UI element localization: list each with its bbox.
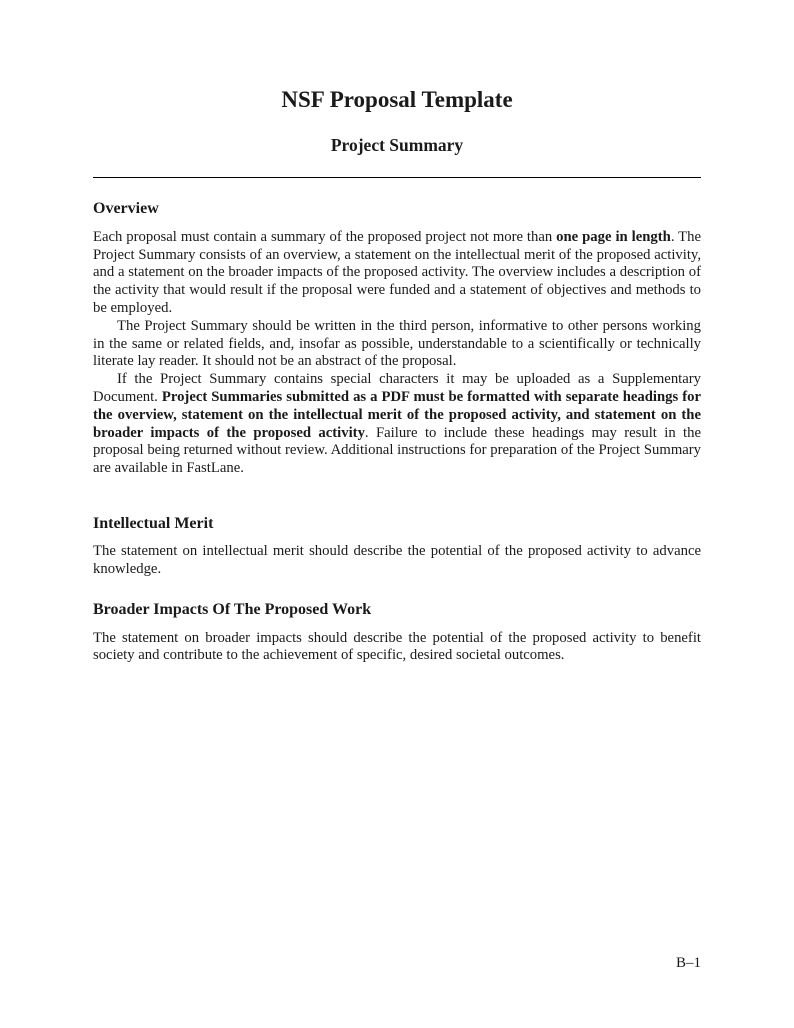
paragraph <box>93 229 701 318</box>
section-heading: Intellectual Merit <box>93 514 214 532</box>
document-content <box>93 0 701 665</box>
paragraph <box>93 371 701 478</box>
paragraph <box>93 318 701 371</box>
text-run: . Failure to include these headings may result in the proposal being returned without review. Additional instructions for preparation of the Project Summary are available in FastLane. <box>93 424 701 477</box>
paragraph <box>93 543 701 579</box>
page-number: B–1 <box>675 955 701 971</box>
section-heading: Overview <box>93 200 159 218</box>
header-rule <box>93 177 701 179</box>
paragraph <box>93 630 701 666</box>
text-run: Each proposal must contain a summary of the proposed project not more than <box>93 228 557 245</box>
section-body <box>93 630 701 666</box>
section-body <box>93 229 701 478</box>
document-section <box>93 601 701 665</box>
document-section <box>93 515 701 579</box>
section-body <box>93 543 701 579</box>
text-run: If the Project Summary contains special characters it may be uploaded as a Supplementary Document. <box>93 371 701 405</box>
text-run: The statement on broader impacts should describe the potential of the proposed activity to benefit society and contribute to the achievement of specific, desired societal outcomes. <box>93 629 701 664</box>
section-heading: Broader Impacts Of The Proposed Work <box>93 601 372 619</box>
text-run: The Project Summary should be written in the third person, informative to other persons working in the same or related fields, and, insofar as possible, understandable to a scientifically or technically literate lay reader. It should not be an abstract of the proposal. <box>93 317 701 370</box>
sections <box>93 200 701 665</box>
bold-text-run: Project Summaries submitted as a PDF must be formatted with separate headings for the overview, statement on the intellectual merit of the proposed activity, and statement on the broader impacts of the proposed activity <box>93 388 701 441</box>
document-section <box>93 200 701 478</box>
document-subtitle: Project Summary <box>330 135 464 156</box>
text-run: . The Project Summary consists of an overview, a statement on the intellectual merit of the proposed activity, and a statement on the broader impacts of the proposed activity. The overview includes a description of the activity that would result if the proposal were funded and a statement of objectives and methods to be employed. <box>93 228 702 316</box>
document-title: NSF Proposal Template <box>281 87 513 112</box>
text-run: The statement on intellectual merit should describe the potential of the proposed activity to advance knowledge. <box>93 543 701 578</box>
bold-text-run: one page in length <box>556 228 671 245</box>
